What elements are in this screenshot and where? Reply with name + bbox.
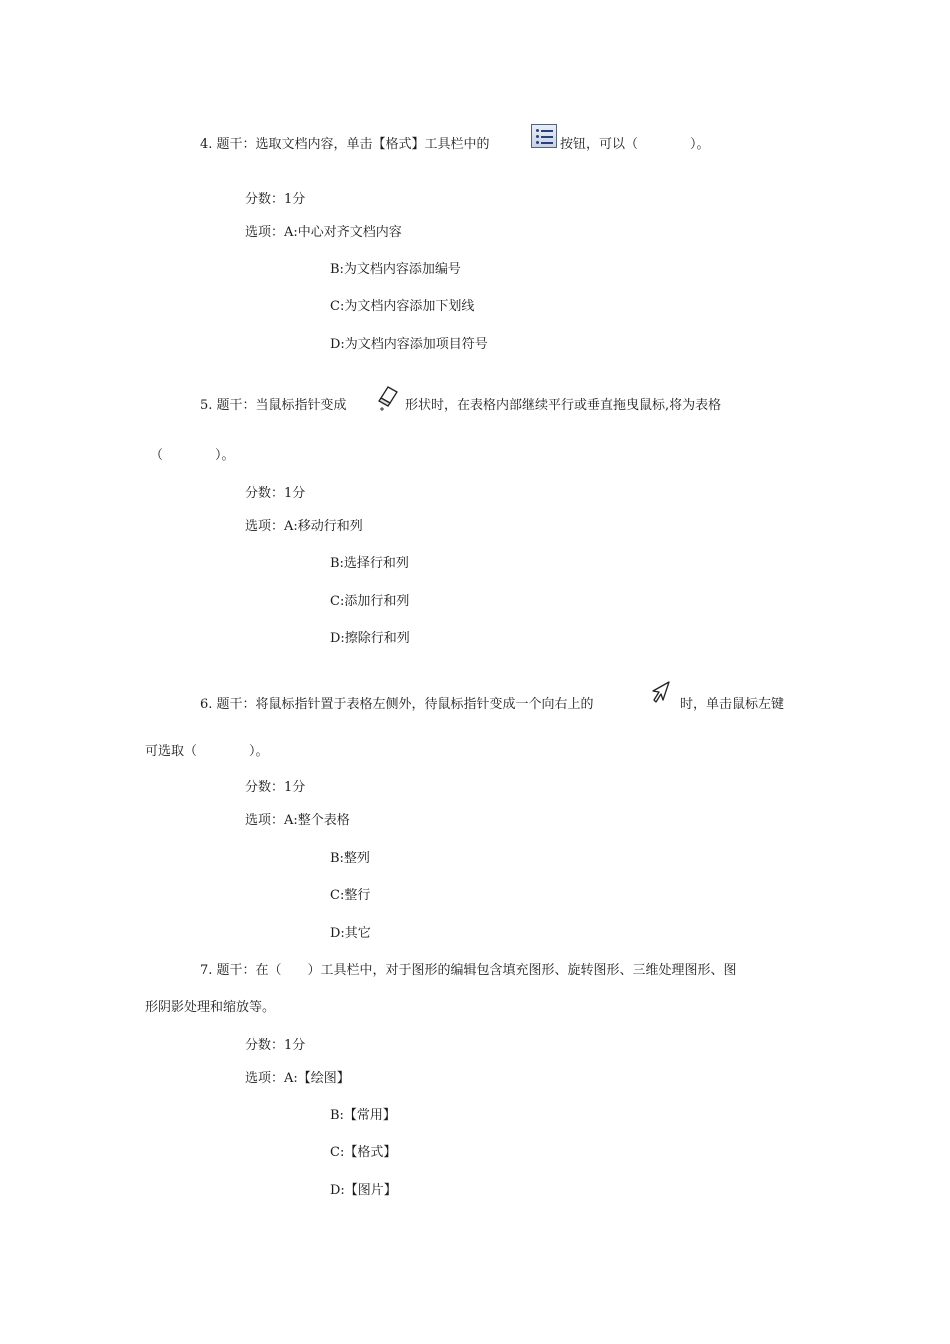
q4-stem-part2: 按钮，可以（ ）。 — [560, 137, 710, 152]
q5-score: 分数：1分 — [245, 486, 306, 501]
q5-stem-part1: 5. 题干：当鼠标指针变成 — [200, 398, 347, 413]
q7-option-a: 选项：A:【绘图】 — [245, 1071, 350, 1086]
q5-option-d: D:擦除行和列 — [330, 631, 410, 646]
q4-stem-part1: 4. 题干：选取文档内容，单击【格式】工具栏中的 — [200, 137, 490, 152]
q7-option-d: D:【图片】 — [330, 1183, 397, 1198]
q7-score: 分数：1分 — [245, 1038, 306, 1053]
q7-stem-part1: 7. 题干：在（ ）工具栏中，对于图形的编辑包含填充图形、旋转图形、三维处理图形、图 — [200, 963, 737, 978]
q4-option-b: B:为文档内容添加编号 — [330, 262, 461, 277]
q4-option-d: D:为文档内容添加项目符号 — [330, 337, 488, 352]
q5-option-b: B:选择行和列 — [330, 556, 409, 571]
q5-stem-part2: 形状时，在表格内部继续平行或垂直拖曳鼠标,将为表格 — [405, 398, 722, 413]
q6-option-d: D:其它 — [330, 926, 371, 941]
bullet-list-icon — [531, 124, 557, 148]
q4-option-a: 选项：A:中心对齐文档内容 — [245, 225, 402, 240]
q6-stem-part2: 时，单击鼠标左键 — [680, 697, 785, 712]
q7-stem-part2: 形阴影处理和缩放等。 — [145, 1000, 276, 1015]
q7-option-c: C:【格式】 — [330, 1145, 397, 1160]
eraser-cursor-icon — [376, 384, 402, 412]
q6-score: 分数：1分 — [245, 780, 306, 795]
q5-stem-part3: （ ）。 — [150, 448, 235, 463]
q7-option-b: B:【常用】 — [330, 1108, 396, 1123]
q5-option-c: C:添加行和列 — [330, 594, 410, 609]
q5-option-a: 选项：A:移动行和列 — [245, 519, 363, 534]
arrow-up-right-cursor-icon — [652, 680, 674, 706]
q6-stem-part1: 6. 题干：将鼠标指针置于表格左侧外，待鼠标指针变成一个向右上的 — [200, 697, 594, 712]
q4-option-c: C:为文档内容添加下划线 — [330, 299, 475, 314]
q6-stem-part3: 可选取（ ）。 — [145, 744, 269, 759]
q6-option-a: 选项：A:整个表格 — [245, 813, 350, 828]
q4-score: 分数：1分 — [245, 192, 306, 207]
q6-option-b: B:整列 — [330, 851, 370, 866]
q6-option-c: C:整行 — [330, 888, 371, 903]
